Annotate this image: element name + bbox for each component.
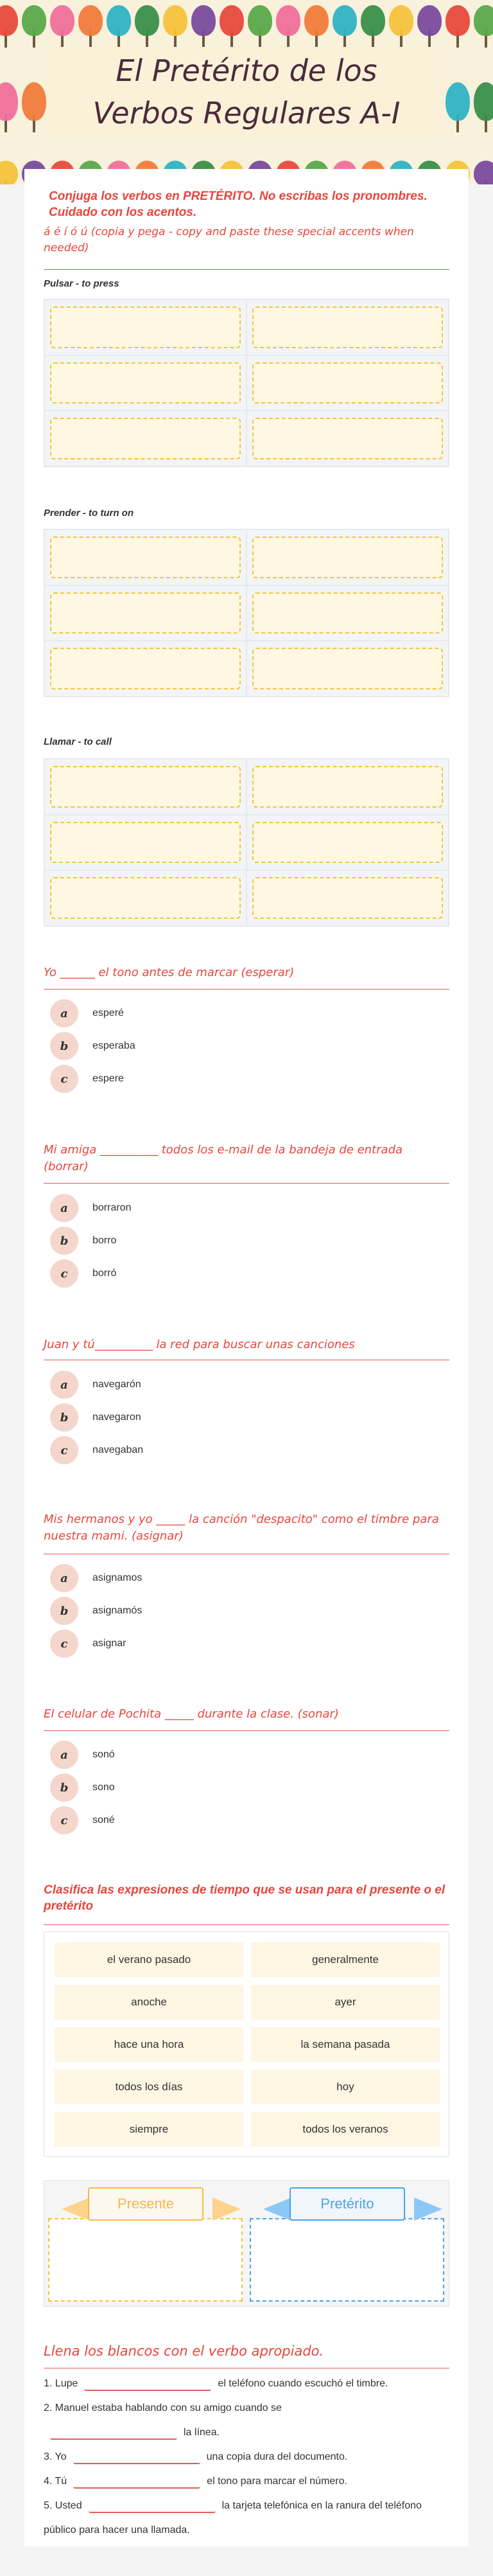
option-text: esperé (92, 1008, 124, 1018)
option-letter: c (50, 1806, 78, 1834)
expression-tile[interactable]: el verano pasado (55, 1942, 243, 1977)
answer-drop-box[interactable] (50, 418, 241, 459)
answer-drop-box[interactable] (252, 648, 443, 689)
answer-option[interactable] (50, 1436, 143, 1464)
answer-option[interactable] (50, 1227, 116, 1255)
answer-drop-box[interactable] (50, 766, 241, 808)
blank-input[interactable] (73, 2474, 200, 2489)
answer-option[interactable] (50, 1065, 124, 1093)
answer-option[interactable] (50, 1597, 142, 1625)
option-letter: b (50, 1597, 78, 1625)
tree-icon (474, 82, 493, 121)
option-letter: c (50, 1259, 78, 1288)
answer-drop-box[interactable] (252, 877, 443, 919)
accents-text: á é í ó ú (copia y pega - copy and paste these special accents when needed) (44, 226, 414, 254)
grid-cell (44, 870, 246, 926)
answer-option[interactable] (50, 1194, 131, 1222)
answer-drop-box[interactable] (50, 306, 241, 348)
expression-tile[interactable]: siempre (55, 2112, 243, 2147)
tree-icon (107, 5, 131, 36)
tree-icon (135, 5, 159, 36)
table-label-prender: Prender - to turn on (44, 508, 134, 519)
preterito-label: Pretérito (290, 2187, 405, 2221)
answer-drop-box[interactable] (50, 877, 241, 919)
ribbon-tail (62, 2198, 90, 2221)
fill-blank-item (44, 2445, 449, 2469)
answer-drop-box[interactable] (50, 822, 241, 864)
question-text: Yo ______ el tono antes de marcar (esperar) (44, 966, 295, 979)
tree-icon (220, 5, 244, 36)
sentence-start: 5. Usted (44, 2500, 82, 2511)
option-text: soné (92, 1815, 115, 1825)
presente-drop-zone[interactable] (48, 2218, 243, 2302)
answer-option[interactable] (50, 1630, 126, 1658)
divider (44, 1183, 449, 1184)
fill-blank-item (44, 2372, 449, 2396)
sentence-end: el tono para marcar el número. (207, 2476, 347, 2487)
divider (44, 1730, 449, 1731)
answer-drop-box[interactable] (252, 822, 443, 864)
option-letter: a (50, 999, 78, 1027)
question-text: Mis hermanos y yo _____ la canción "despacito" como el timbre para nuestra mami. (asignar) (44, 1513, 439, 1543)
question-text: El celular de Pochita _____ durante la clase. (sonar) (44, 1707, 339, 1721)
option-letter: c (50, 1065, 78, 1093)
grid-cell (246, 815, 449, 871)
sentence-end: una copia dura del documento. (206, 2451, 348, 2462)
expression-tile[interactable]: la semana pasada (251, 2027, 440, 2062)
answer-drop-box[interactable] (252, 418, 443, 459)
grid-cell (44, 529, 246, 585)
tree-icon (22, 82, 46, 121)
expression-tile[interactable]: ayer (251, 1985, 440, 2020)
grid-cell (44, 585, 246, 641)
expression-tile[interactable]: hace una hora (55, 2027, 243, 2062)
tree-icon (474, 161, 493, 184)
grid-cell (246, 355, 449, 411)
expression-tile[interactable]: anoche (55, 1985, 243, 2020)
tree-icon (50, 5, 74, 36)
option-text: borraron (92, 1202, 132, 1213)
grid-cell (246, 870, 449, 926)
grid-cell (246, 529, 449, 585)
sentence-start: 1. Lupe (44, 2378, 78, 2389)
option-text: asignamós (92, 1605, 143, 1616)
tree-icon (474, 5, 493, 36)
ribbon-tail (212, 2198, 241, 2221)
fill-blanks-list (44, 2372, 449, 2543)
grid-cell (44, 299, 246, 355)
answer-option[interactable] (50, 1773, 115, 1802)
answer-drop-box[interactable] (50, 537, 241, 578)
expression-tiles-box (44, 1932, 449, 2157)
answer-drop-box[interactable] (50, 362, 241, 404)
table-label-pulsar: Pulsar - to press (44, 278, 119, 289)
answer-drop-box[interactable] (252, 592, 443, 634)
option-text: sono (92, 1782, 115, 1793)
tree-icon (163, 5, 187, 36)
option-letter: b (50, 1403, 78, 1432)
option-letter: a (50, 1371, 78, 1399)
answer-option[interactable] (50, 1032, 135, 1060)
sentence-start: 3. Yo (44, 2451, 67, 2462)
grid-cell (44, 355, 246, 411)
grid-cell (44, 759, 246, 815)
tree-icon (417, 5, 442, 36)
option-letter: c (50, 1436, 78, 1464)
option-letter: c (50, 1630, 78, 1658)
grid-cell (246, 759, 449, 815)
option-text: sonó (92, 1749, 115, 1760)
answer-option[interactable] (50, 1371, 141, 1399)
header-banner (0, 0, 493, 184)
tree-icon (445, 5, 470, 36)
answer-drop-box[interactable] (50, 592, 241, 634)
answer-option[interactable] (50, 1806, 115, 1834)
answer-drop-box[interactable] (50, 648, 241, 689)
option-letter: b (50, 1227, 78, 1255)
sentence-end: la tarjeta telefónica en la ranura del teléfono público para hacer una llamada. (44, 2500, 422, 2536)
preterito-drop-zone[interactable] (250, 2218, 444, 2302)
ribbon-tail (414, 2198, 442, 2221)
fill-blanks-title: Llena los blancos con el verbo apropiado. (44, 2343, 324, 2359)
option-letter: a (50, 1564, 78, 1592)
tree-icon (0, 5, 18, 36)
option-letter: a (50, 1194, 78, 1222)
grid-cell (44, 641, 246, 697)
page-title (49, 47, 444, 137)
ribbon-tail (263, 2198, 291, 2221)
title-line-1: El Pretérito de los (116, 53, 377, 88)
blank-input[interactable] (89, 2499, 216, 2513)
question-text: Mi amiga __________ todos los e-mail de la bandeja de entrada (borrar) (44, 1143, 403, 1173)
divider (44, 1924, 449, 1925)
sentence-start: 2. Manuel estaba hablando con su amigo cuando se (44, 2403, 282, 2413)
tree-icon (191, 5, 216, 36)
answer-option[interactable] (50, 1564, 142, 1592)
conjugation-grid-llamar (44, 758, 449, 927)
answer-option[interactable] (50, 1741, 115, 1769)
title-line-2: Verbos Regulares A-I (92, 96, 401, 130)
worksheet-card (24, 169, 469, 2546)
blank-input[interactable] (50, 2426, 177, 2440)
option-text: navegaban (92, 1444, 144, 1455)
conjugation-grid-prender (44, 529, 449, 697)
grid-cell (246, 299, 449, 355)
option-text: borró (92, 1268, 117, 1279)
expression-tile[interactable]: generalmente (251, 1942, 440, 1977)
grid-cell (44, 815, 246, 871)
divider (44, 269, 449, 270)
tree-icon (0, 161, 18, 184)
option-letter: b (50, 1773, 78, 1802)
fill-blank-item (44, 2396, 449, 2445)
grid-cell (44, 411, 246, 466)
question-text: Juan y tú__________ la red para buscar unas canciones (44, 1338, 355, 1351)
tree-icon (389, 5, 413, 36)
expression-tile[interactable]: hoy (251, 2070, 440, 2104)
presente-label: Presente (88, 2187, 203, 2221)
option-text: espere (92, 1073, 124, 1084)
answer-drop-box[interactable] (252, 537, 443, 578)
option-text: navegarón (92, 1379, 141, 1390)
option-letter: b (50, 1032, 78, 1060)
tree-icon (22, 5, 46, 36)
table-label-llamar: Llamar - to call (44, 736, 112, 747)
answer-option[interactable] (50, 1403, 141, 1432)
option-text: asignar (92, 1638, 126, 1649)
divider (44, 989, 449, 990)
grid-cell (246, 585, 449, 641)
option-text: navegaron (92, 1412, 141, 1423)
answer-option[interactable] (50, 999, 124, 1027)
classify-title: Clasifica las expresiones de tiempo que se usan para el presente o el pretérito (44, 1883, 445, 1913)
tree-icon (333, 5, 357, 36)
option-text: esperaba (92, 1040, 135, 1051)
option-text: asignamos (92, 1572, 143, 1583)
tree-icon (0, 82, 18, 121)
tree-icon (361, 5, 385, 36)
fill-blank-item (44, 2469, 449, 2494)
grid-cell (246, 411, 449, 466)
option-letter: a (50, 1741, 78, 1769)
fill-blank-item (44, 2494, 449, 2543)
answer-option[interactable] (50, 1259, 116, 1288)
blank-input[interactable] (84, 2377, 211, 2391)
category-drop-area (44, 2180, 449, 2307)
tree-icon (78, 5, 103, 36)
answer-drop-box[interactable] (252, 306, 443, 348)
blank-input[interactable] (73, 2450, 200, 2464)
sentence-end: el teléfono cuando escuchó el timbre. (218, 2378, 388, 2389)
tree-icon (248, 5, 272, 36)
sentence-end: la línea. (184, 2427, 220, 2438)
answer-drop-box[interactable] (252, 362, 443, 404)
answer-drop-box[interactable] (252, 766, 443, 808)
sentence-start: 4. Tú (44, 2476, 67, 2487)
option-text: borro (92, 1235, 117, 1246)
tree-icon (445, 82, 470, 121)
grid-cell (246, 641, 449, 697)
conjugation-grid-pulsar (44, 299, 449, 467)
tree-icon (276, 5, 300, 36)
expression-tile[interactable]: todos los veranos (251, 2112, 440, 2147)
tree-icon (304, 5, 329, 36)
expression-tile[interactable]: todos los días (55, 2070, 243, 2104)
instructions-text: Conjuga los verbos en PRETÉRITO. No escribas los pronombres. Cuidado con los acentos. (49, 190, 428, 219)
